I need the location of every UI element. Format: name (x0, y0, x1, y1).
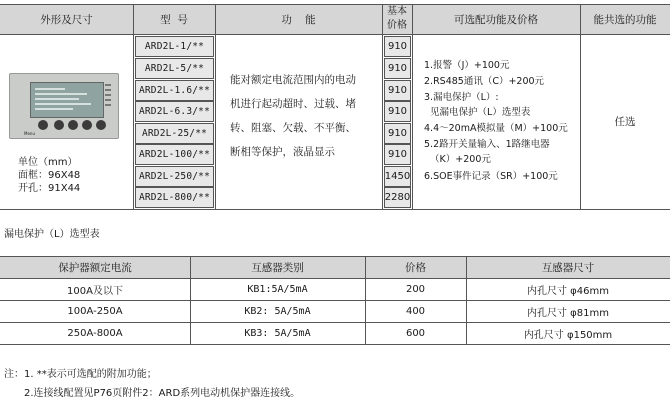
header-basic-price-line2: 价格 (387, 20, 407, 31)
device-status-leds (105, 84, 113, 112)
table1-bottom-border (0, 209, 670, 210)
header-function: 功 能 (281, 13, 316, 26)
lcd-line (35, 108, 73, 110)
table1-top-border (0, 4, 670, 5)
table2-cell: 200 (405, 283, 426, 295)
table1-header-border (0, 34, 670, 35)
shared-function-value: 任选 (614, 116, 636, 128)
table2-cell: 内孔尺寸 φ150mm (523, 329, 613, 341)
function-line: 转、阻塞、欠载、不平衡、 (230, 122, 356, 134)
lcd-line (35, 93, 87, 95)
lcd-line (35, 98, 79, 100)
device-panel (9, 73, 119, 139)
dimension-cutout: 开孔：91X44 (18, 183, 81, 194)
table2-cell: KB1:5A/5mA (247, 283, 308, 295)
section-title: 漏电保护（L）选型表 (4, 229, 100, 240)
table2-header-cell: 保护器额定电流 (58, 261, 132, 274)
header-shared-function: 能共选的功能 (593, 13, 657, 26)
table2-cell: 600 (405, 327, 426, 339)
option-line: 2.RS485通讯（C）+200元 (424, 76, 545, 87)
table2-cell: 100A及以下 (67, 285, 123, 297)
price-cell: 910 (384, 123, 411, 144)
model-cell: ARD2L-250/** (135, 166, 214, 187)
device-lcd-screen (30, 82, 104, 118)
price-cell: 910 (384, 101, 411, 122)
lcd-line (35, 103, 91, 105)
col-divider-2 (215, 4, 216, 210)
function-line: 断相等保护，液晶显示 (230, 146, 335, 158)
col-divider-4 (412, 4, 413, 210)
device-label: Menu (24, 131, 35, 136)
model-cell: ARD2L-5/** (135, 58, 214, 79)
function-line: 机进行起动超时、过载、堵 (230, 98, 356, 110)
device-button-left (54, 120, 64, 130)
header-dimensions: 外形及尺寸 (40, 13, 93, 26)
header-basic-price-line1: 基本 (387, 6, 407, 17)
table2-cell: 400 (405, 305, 426, 317)
option-line: 1.报警（J）+100元 (424, 60, 510, 71)
table2-cell: 内孔尺寸 φ46mm (527, 285, 609, 297)
lcd-line (35, 88, 65, 90)
table2-bottom-border (0, 344, 670, 345)
price-cell: 910 (384, 36, 411, 57)
table2-cell: KB3: 5A/5mA (244, 327, 311, 339)
table2-header-cell: 互感器尺寸 (541, 261, 595, 274)
device-button-right (68, 120, 78, 130)
table2-cell: 内孔尺寸 φ81mm (527, 307, 609, 319)
function-line: 能对额定电流范围内的电动 (230, 74, 356, 86)
device-button-menu (38, 120, 48, 130)
header-options: 可选配功能及价格 (454, 13, 538, 26)
price-cell: 1450 (384, 166, 411, 187)
dimension-unit: 单位（mm） (18, 157, 78, 168)
note-line: 2.连接线配置见P76页附件2：ARD系列电动机保护器连接线。 (24, 388, 301, 399)
model-cell: ARD2L-800/** (135, 187, 214, 208)
note-line: 注：1. **表示可选配的附加功能； (4, 369, 157, 380)
model-cell: ARD2L-6.3/** (135, 101, 214, 122)
device-button-up (82, 120, 92, 130)
option-line: （K）+200元 (424, 154, 491, 165)
table2-cell: KB2: 5A/5mA (244, 305, 311, 317)
col-divider-1 (133, 4, 134, 210)
option-line: 6.SOE事件记录（SR）+100元 (424, 171, 558, 182)
model-cell: ARD2L-1.6/** (135, 80, 214, 101)
model-cell: ARD2L-25/** (135, 123, 214, 144)
price-cell: 910 (384, 80, 411, 101)
dimension-panel: 面框：96X48 (18, 170, 81, 181)
price-cell: 2280 (384, 187, 411, 208)
price-cell: 910 (384, 144, 411, 165)
option-line: 3.漏电保护（L）: (424, 92, 499, 103)
option-line: 见漏电保护（L）选型表 (424, 107, 531, 118)
table2-header-cell: 价格 (405, 261, 426, 274)
table2-cell: 100A-250A (67, 305, 123, 317)
model-cell: ARD2L-100/** (135, 144, 214, 165)
device-button-down (96, 120, 106, 130)
option-line: 5.2路开关量输入、1路继电器 (424, 139, 550, 150)
option-line: 4.4～20mA模拟量（M）+100元 (424, 123, 568, 134)
price-cell: 910 (384, 58, 411, 79)
header-model: 型 号 (160, 13, 188, 26)
model-cell: ARD2L-1/** (135, 36, 214, 57)
table2-cell: 250A-800A (67, 327, 123, 339)
col-divider-3 (382, 4, 383, 210)
header-basic-price (382, 4, 412, 35)
table2-header-cell: 互感器类别 (251, 261, 304, 274)
